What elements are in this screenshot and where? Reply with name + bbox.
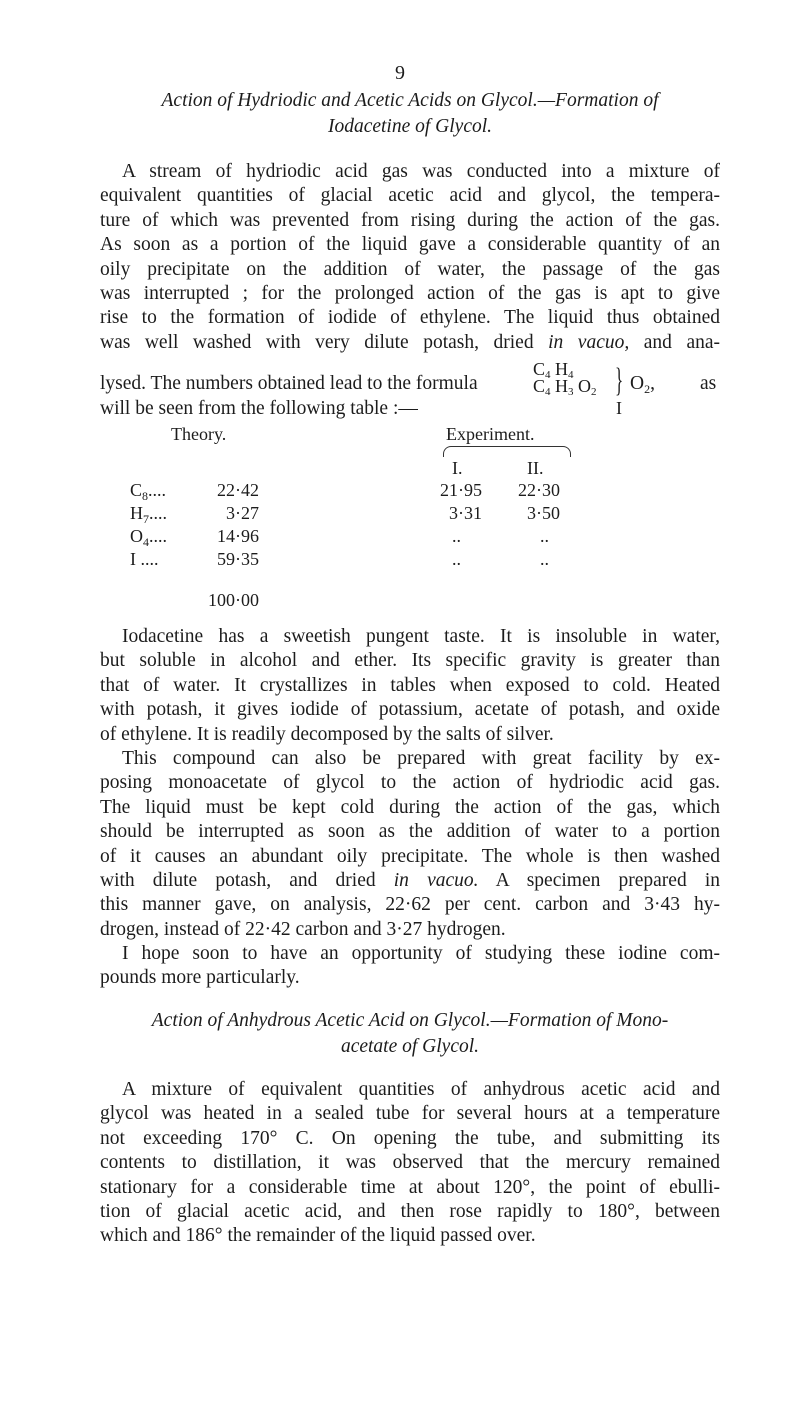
text-line: posing monoacetate of glycol to the action of hydriodic acid gas. (100, 772, 720, 794)
text-line: This compound can also be prepared with great facility by ex- (122, 748, 720, 769)
text-line: of ethylene. It is readily decomposed by the salts of silver. (100, 723, 554, 745)
text-line: As soon as a portion of the liquid gave a considerable quantity of an (100, 234, 720, 256)
formula-block (100, 360, 720, 420)
italic-phrase: in vacuo, (548, 331, 630, 353)
row-element: $H_7$.... (130, 503, 167, 526)
text-line: but soluble in alcohol and ether. Its specific gravity is greater than (100, 650, 720, 672)
formula-lead-text: lysed. The numbers obtained lead to the formula (100, 373, 478, 394)
italic-phrase: in vacuo. (393, 869, 479, 891)
col-header-i: I. (452, 458, 463, 478)
theory-total: 100·00 (208, 590, 259, 610)
text-line: this manner gave, on analysis, 22·62 per cent. carbon and 3·43 hy- (100, 894, 720, 916)
formula-iodine: I (616, 398, 622, 418)
text-line: pounds more particularly. (100, 967, 300, 989)
text-line: of it causes an abundant oily precipitate. The whole is then washed (100, 845, 720, 867)
text-line: which and 186° the remainder of the liquid passed over. (100, 1225, 536, 1247)
exp-i-value: .. (452, 549, 461, 569)
experiment-header: Experiment. (446, 424, 535, 444)
text-line: with potash, it gives iodide of potassium, acetate of potash, and oxide (100, 699, 720, 721)
exp-ii-value: .. (540, 549, 549, 569)
theory-value: 14·96 (217, 526, 259, 546)
paragraph-monoacetate (100, 1078, 720, 1249)
formula-oxygen: $O_2$, (630, 373, 655, 396)
col-header-ii: II. (527, 458, 544, 478)
text-line: stationary for a considerable time at about 120°, the point of ebulli- (100, 1176, 720, 1198)
formula-top-row: C4 H4 (533, 359, 574, 381)
text-line: drogen, instead of 22·42 carbon and 3·27 hydrogen. (100, 918, 506, 940)
page-number: 9 (395, 62, 405, 84)
formula-brace: } (615, 362, 624, 399)
text-line: A mixture of equivalent quantities of anhydrous acetic acid and (122, 1079, 720, 1100)
experiment-brace (443, 446, 571, 457)
text-line: was well washed with very dilute potash, dried in vacuo, and ana- (100, 331, 721, 353)
text-line: Iodacetine has a sweetish pungent taste. It is insoluble in water, (122, 626, 720, 647)
text-line: I hope soon to have an opportunity of studying these iodine com- (122, 943, 720, 964)
row-element: $O_4$.... (130, 526, 167, 549)
exp-i-value: .. (452, 526, 461, 546)
text-line: that of water. It crystallizes in tables when exposed to cold. Heated (100, 674, 720, 696)
heading-line-2: acetate of Glycol. (340, 1036, 480, 1057)
text-line: glycol was heated in a sealed tube for several hours at a temperature (100, 1103, 720, 1125)
paragraph-properties (100, 625, 720, 747)
exp-ii-value: 22·30 (518, 480, 560, 500)
heading-line-2: Iodacetine of Glycol. (327, 116, 493, 137)
text-line: should be interrupted as soon as the addition of water to a portion (100, 821, 720, 843)
text-line: contents to distillation, it was observed that the mercury remained (100, 1152, 720, 1174)
exp-ii-value: 3·50 (527, 503, 560, 523)
text-line: not exceeding 170° C. On opening the tube, and submitting its (100, 1127, 720, 1149)
text-line: oily precipitate on the addition of water, the passage of the gas (100, 258, 720, 280)
paragraph-closing-remark (100, 942, 720, 991)
heading-line-1: Action of Hydriodic and Acetic Acids on Glycol.—Formation of (161, 90, 659, 111)
theory-value: 3·27 (226, 503, 259, 523)
text-line: A stream of hydriodic acid gas was conducted into a mixture of (122, 161, 720, 182)
row-element: $C_8$.... (130, 480, 167, 503)
text-line: ture of which was prevented from rising during the action of the gas. (100, 209, 720, 231)
text-line: The liquid must be kept cold during the action of the gas, which (100, 796, 720, 818)
exp-ii-value: .. (540, 526, 549, 546)
theory-header: Theory. (171, 424, 227, 444)
formula-mid-row: C4 H3 O2 (533, 376, 597, 398)
section-heading-iodacetine (100, 88, 720, 140)
text-line: equivalent quantities of glacial acetic acid and glycol, the tempera- (100, 185, 720, 207)
paragraph-preparation (100, 160, 720, 355)
text-line: tion of glacial acetic acid, and then rose rapidly to 180°, between (100, 1200, 720, 1222)
section-heading-monoacetate (100, 1008, 720, 1060)
row-element: I .... (130, 549, 159, 569)
text-line: with dilute potash, and dried in vacuo. A specimen prepared in (100, 869, 720, 891)
theory-value: 22·42 (217, 480, 259, 500)
heading-line-1: Action of Anhydrous Acetic Acid on Glycol.—Formation of Mono- (151, 1010, 669, 1031)
formula-next-line: will be seen from the following table :— (100, 398, 418, 419)
text-line: was interrupted ; for the prolonged action of the gas is apt to give (100, 282, 720, 304)
theory-value: 59·35 (217, 549, 259, 569)
paragraph-alternative-preparation (100, 747, 720, 942)
exp-i-value: 3·31 (449, 503, 482, 523)
text-line: rise to the formation of iodide of ethylene. The liquid thus obtained (100, 307, 720, 329)
formula-as: as (700, 373, 717, 394)
exp-i-value: 21·95 (440, 480, 482, 500)
